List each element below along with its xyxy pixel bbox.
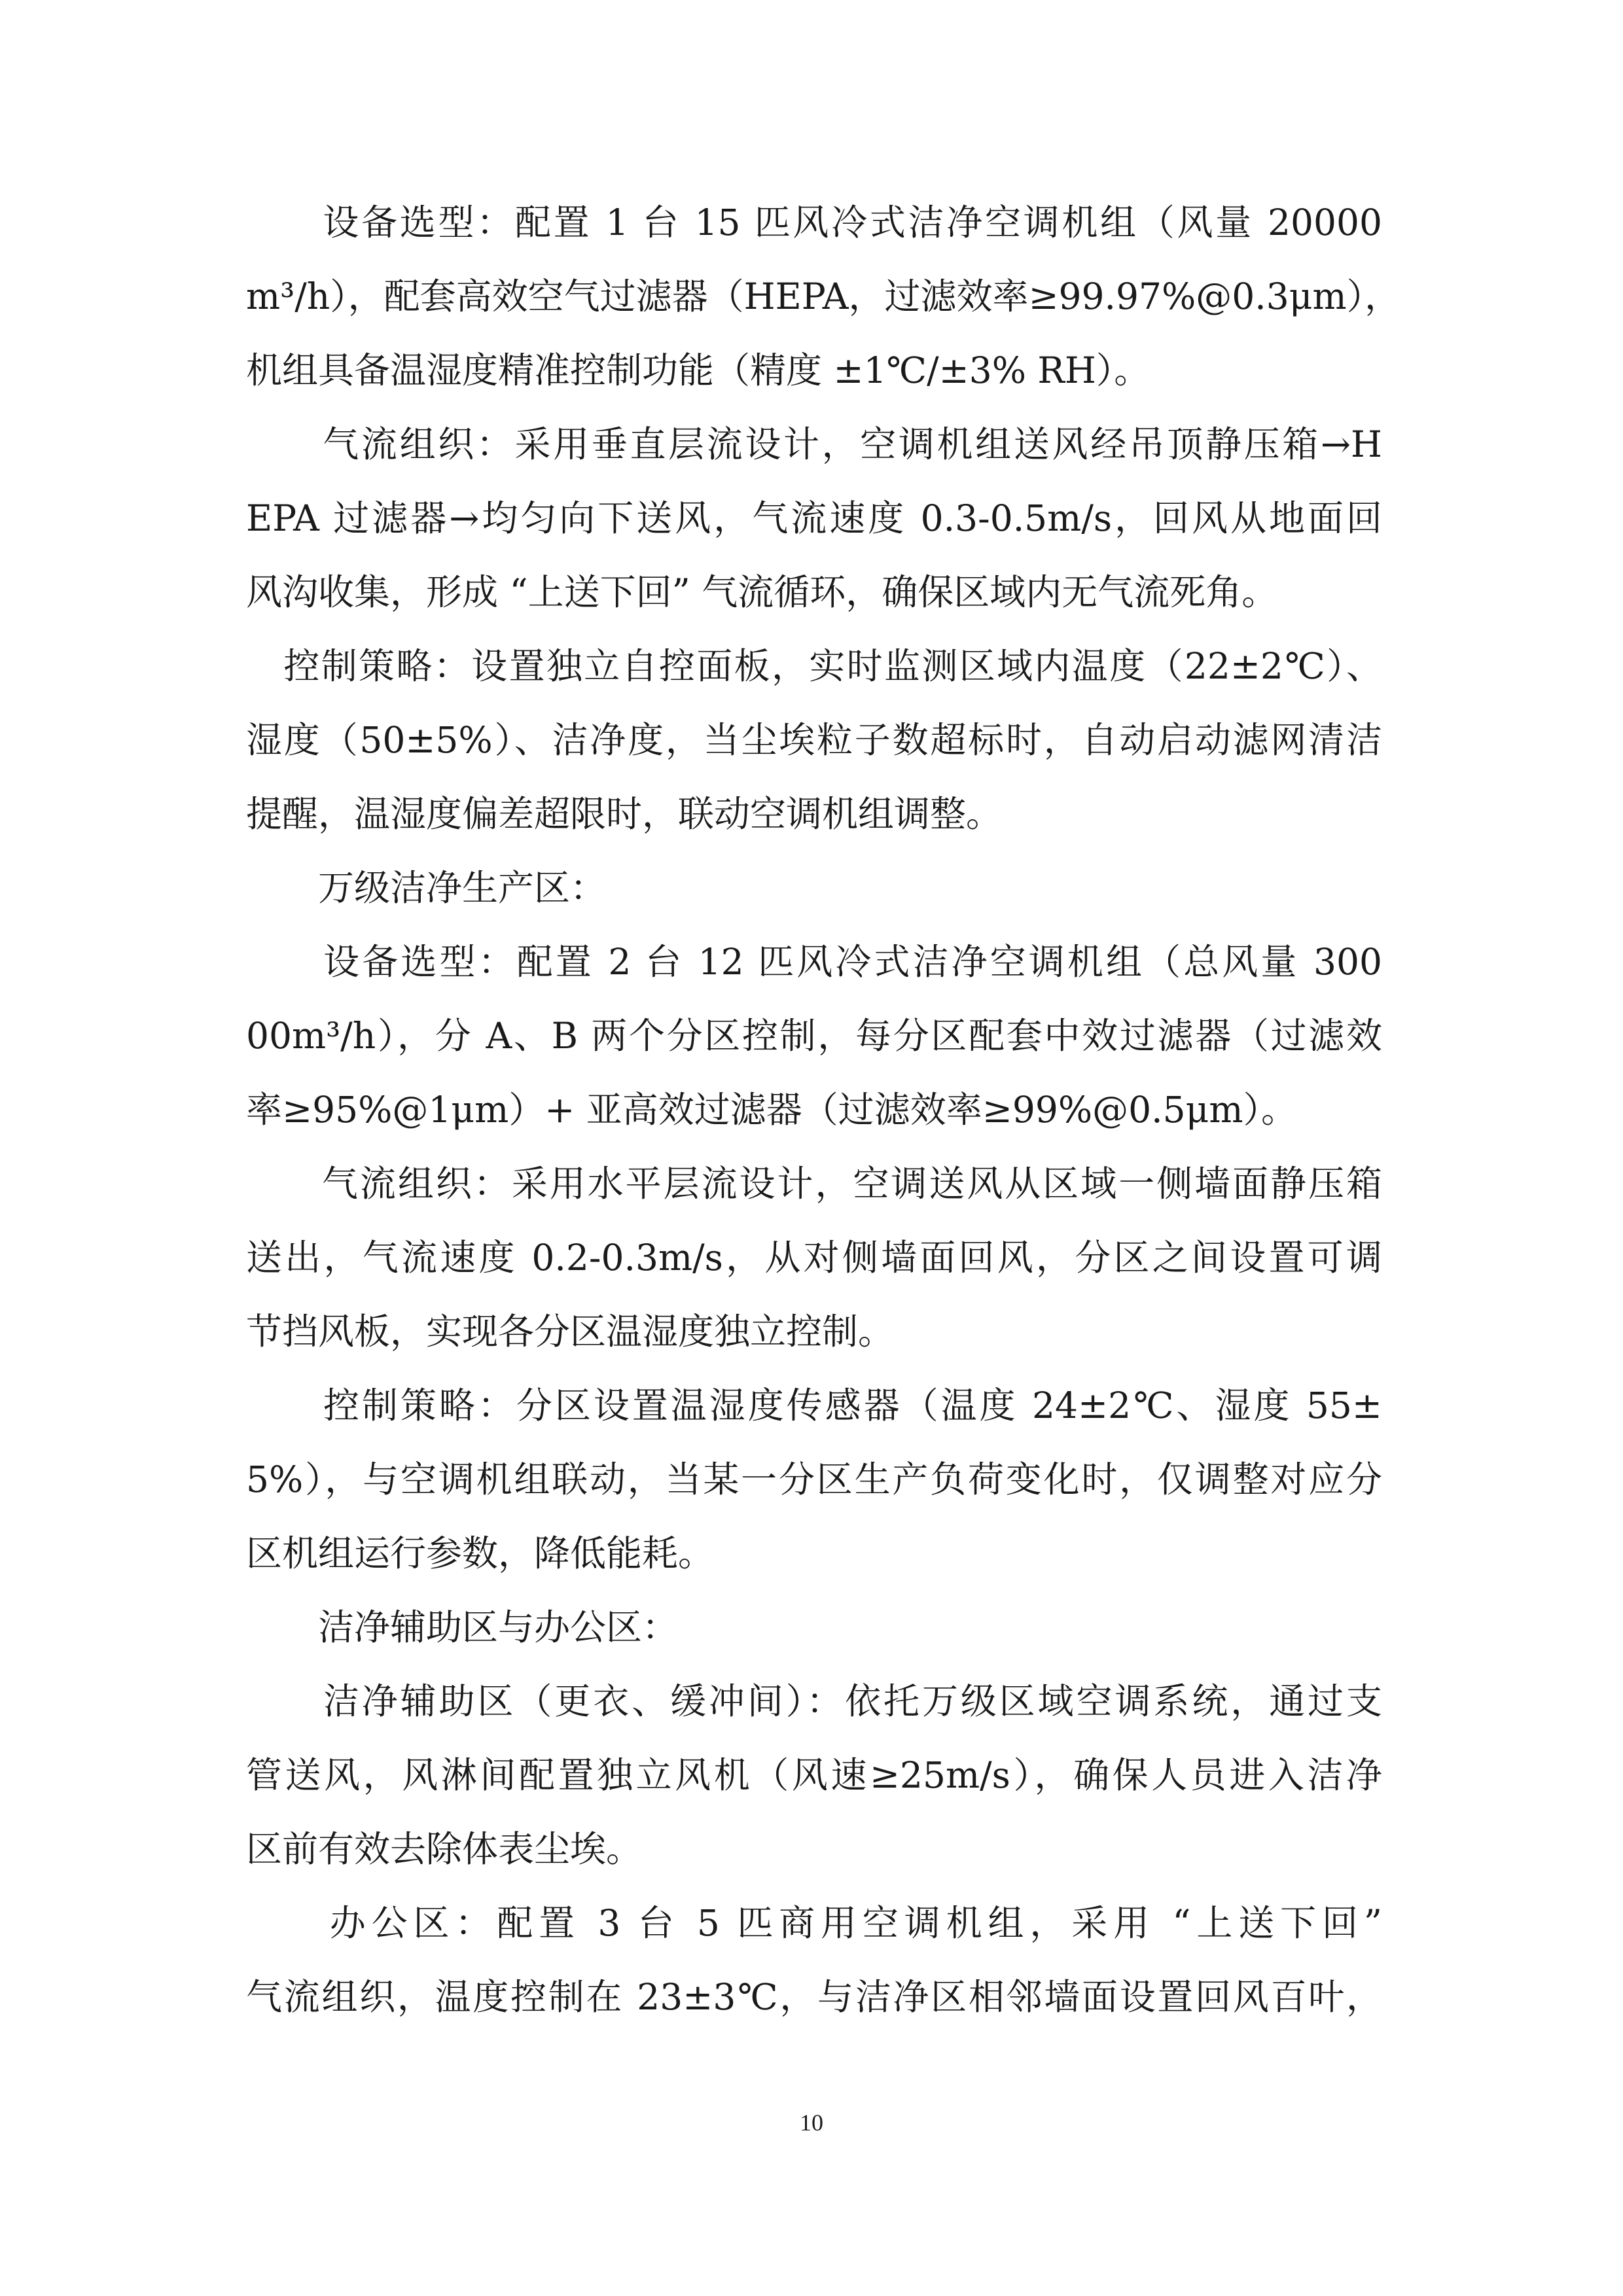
text-line-15: 送出，气流速度 0.2-0.3m/s，从对侧墙面回风，分区之间设置可调 (246, 1237, 1382, 1279)
text-line-6: 风沟收集，形成 “上送下回” 气流循环，确保区域内无气流死角。 (246, 571, 1278, 613)
text-line-5: EPA 过滤器→均匀向下送风，气流速度 0.3-0.5m/s，回风从地面回 (246, 497, 1382, 539)
text-line-9: 提醒，温湿度偏差超限时，联动空调机组调整。 (246, 793, 1003, 835)
text-line-22: 管送风，风淋间配置独立风机（风速≥25m/s），确保人员进入洁净 (246, 1754, 1382, 1796)
text-line-25: 气流组织，温度控制在 23±3℃，与洁净区相邻墙面设置回风百叶， (246, 1976, 1382, 2018)
text-line-4: 气流组织：采用垂直层流设计，空调机组送风经吊顶静压箱→H (246, 423, 1382, 465)
text-line-17: 控制策略：分区设置温湿度传感器（温度 24±2℃、湿度 55± (246, 1385, 1382, 1426)
text-line-19: 区机组运行参数，降低能耗。 (246, 1532, 715, 1574)
text-line-13: 率≥95%@1μm）+ 亚高效过滤器（过滤效率≥99%@0.5μm）。 (246, 1089, 1297, 1131)
text-line-24: 办公区：配置 3 台 5 匹商用空调机组，采用 “上送下回” (246, 1902, 1382, 1944)
text-line-2: m³/h），配套高效空气过滤器（HEPA，过滤效率≥99.97%@0.3μm）， (246, 275, 1401, 317)
text-line-12: 00m³/h），分 A、B 两个分区控制，每分区配套中效过滤器（过滤效 (246, 1015, 1382, 1057)
text-line-8: 湿度（50±5%）、洁净度，当尘埃粒子数超标时，自动启动滤网清洁 (246, 719, 1382, 761)
text-line-21: 洁净辅助区（更衣、缓冲间）：依托万级区域空调系统，通过支 (246, 1680, 1382, 1722)
text-line-14: 气流组织：采用水平层流设计，空调送风从区域一侧墙面静压箱 (246, 1163, 1382, 1205)
text-line-3: 机组具备温湿度精准控制功能（精度 ±1℃/±3% RH）。 (246, 349, 1150, 391)
text-line-1: 设备选型：配置 1 台 15 匹风冷式洁净空调机组（风量 20000 (246, 202, 1382, 243)
text-line-16: 节挡风板，实现各分区温湿度独立控制。 (246, 1311, 895, 1352)
text-line-18: 5%），与空调机组联动，当某一分区生产负荷变化时，仅调整对应分 (246, 1458, 1382, 1500)
section-heading-wanji: 万级洁净生产区： (246, 867, 607, 909)
text-line-11: 设备选型：配置 2 台 12 匹风冷式洁净空调机组（总风量 300 (246, 941, 1382, 983)
section-heading-auxiliary: 洁净辅助区与办公区： (246, 1606, 679, 1648)
text-line-7: 控制策略：设置独立自控面板，实时监测区域内温度（22±2℃）、 (246, 645, 1382, 687)
page-number: 10 (800, 2110, 823, 2136)
text-line-23: 区前有效去除体表尘埃。 (246, 1828, 643, 1870)
